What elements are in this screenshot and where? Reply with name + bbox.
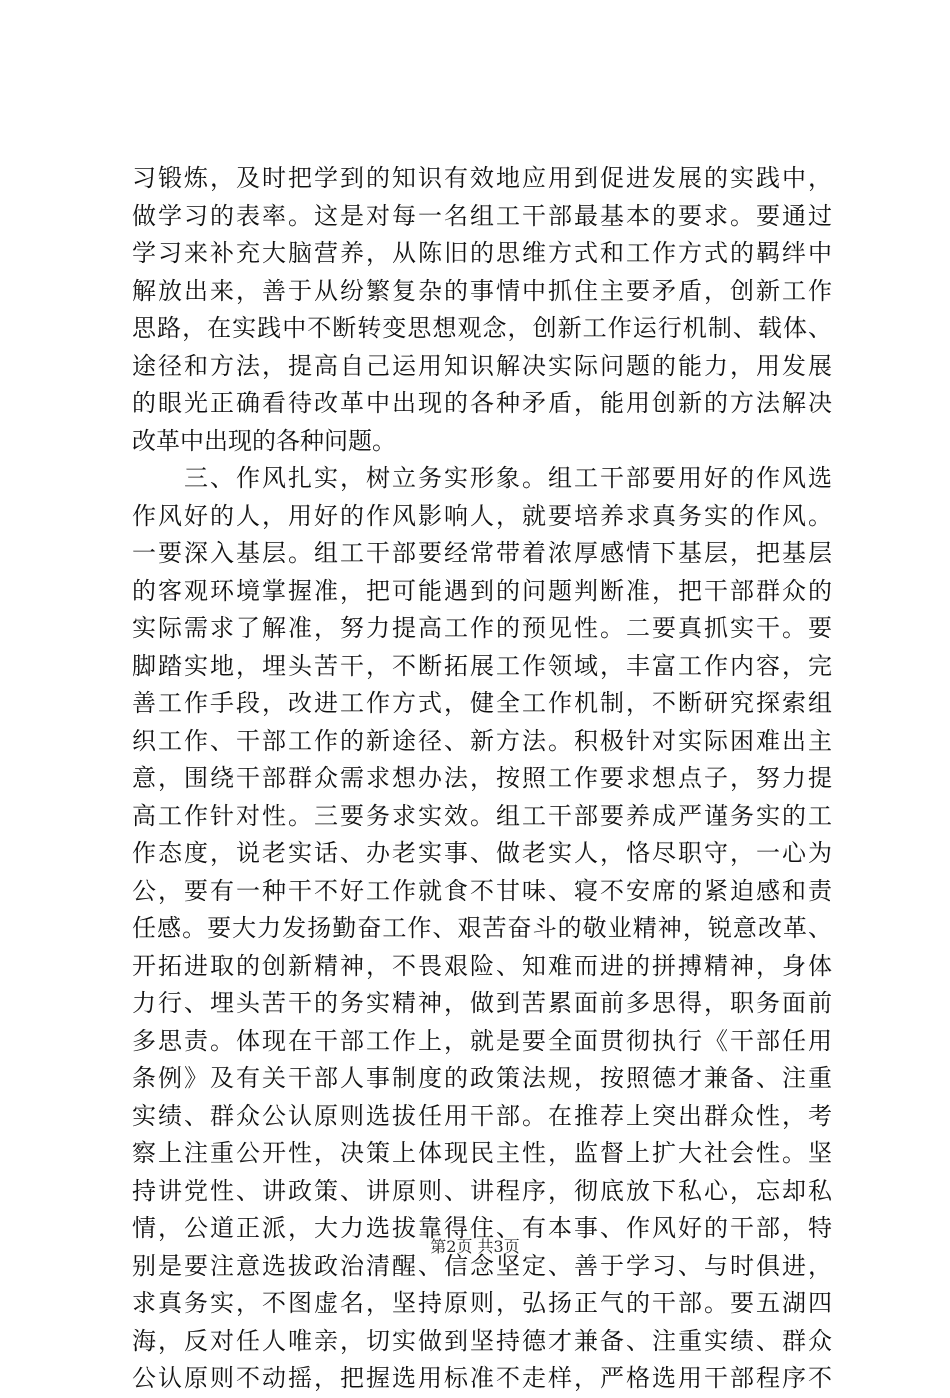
text-line: 多思责。体现在干部工作上，就是要全面贯彻执行《干部任用 [132,1026,832,1055]
text-line: 作态度，说老实话、办老实事、做老实人，恪尽职守，一心为 [132,839,832,867]
body-text [132,160,832,1398]
section-heading-line: 三、作风扎实，树立务实形象。组工干部要用好的作风选 [132,464,832,492]
text-line: 开拓进取的创新精神，不畏艰险、知难而进的拼搏精神，身体 [132,951,832,980]
text-line: 察上注重公开性，决策上体现民主性，监督上扩大社会性。坚 [132,1139,832,1167]
text-line: 求真务实，不图虚名，坚持原则，弘扬正气的干部。要五湖四 [132,1289,832,1317]
text-line: 习锻炼，及时把学到的知识有效地应用到促进发展的实践中， [132,164,832,192]
text-line: 持讲党性、讲政策、讲原则、讲程序，彻底放下私心，忘却私 [132,1176,832,1205]
text-line: 条例》及有关干部人事制度的政策法规，按照德才兼备、注重 [132,1064,832,1092]
text-line: 改革中出现的各种问题。 [132,426,396,455]
text-line: 公，要有一种干不好工作就食不甘味、寝不安席的紧迫感和责 [132,876,832,905]
text-line: 的客观环境掌握准，把可能遇到的问题判断准，把干部群众的 [132,576,832,605]
text-line: 织工作、干部工作的新途径、新方法。积极针对实际困难出主 [132,726,832,755]
text-line: 力行、埋头苦干的务实精神，做到苦累面前多思得，职务面前 [132,989,832,1017]
page-number-footer: 第2页 共3页 [430,1237,520,1256]
text-line: 公认原则不动摇，把握选用标准不走样，严格选用干部程序不 [132,1364,832,1392]
text-line: 作风好的人，用好的作风影响人，就要培养求真务实的作风。 [132,501,832,530]
text-line: 思路，在实践中不断转变思想观念，创新工作运行机制、载体、 [132,314,832,342]
text-line: 脚踏实地，埋头苦干，不断拓展工作领域，丰富工作内容，完 [132,651,832,680]
text-line: 的眼光正确看待改革中出现的各种矛盾，能用创新的方法解决 [132,389,832,417]
text-line: 做学习的表率。这是对每一名组工干部最基本的要求。要通过 [132,201,832,230]
text-line: 解放出来，善于从纷繁复杂的事情中抓住主要矛盾，创新工作 [132,276,832,305]
text-line: 一要深入基层。组工干部要经常带着浓厚感情下基层，把基层 [132,539,832,567]
text-line: 海，反对任人唯亲，切实做到坚持德才兼备、注重实绩、群众 [132,1326,832,1355]
text-line: 善工作手段，改进工作方式，健全工作机制，不断研究探索组 [132,689,832,717]
text-line: 高工作针对性。三要务求实效。组工干部要养成严谨务实的工 [132,801,832,830]
text-line: 任感。要大力发扬勤奋工作、艰苦奋斗的敬业精神，锐意改革、 [132,914,832,942]
text-line: 意，围绕干部群众需求想办法，按照工作要求想点子，努力提 [132,764,832,792]
text-line: 情，公道正派，大力选拔靠得住、有本事、作风好的干部，特 [132,1214,832,1242]
text-line: 实绩、群众公认原则选拔任用干部。在推荐上突出群众性，考 [132,1101,832,1130]
text-line: 别是要注意选拔政治清醒、信念坚定、善于学习、与时俱进， [132,1251,832,1280]
text-line: 实际需求了解准，努力提高工作的预见性。二要真抓实干。要 [132,614,832,642]
text-line: 途径和方法，提高自己运用知识解决实际问题的能力，用发展 [132,351,832,380]
text-line: 学习来补充大脑营养，从陈旧的思维方式和工作方式的羁绊中 [132,239,832,267]
